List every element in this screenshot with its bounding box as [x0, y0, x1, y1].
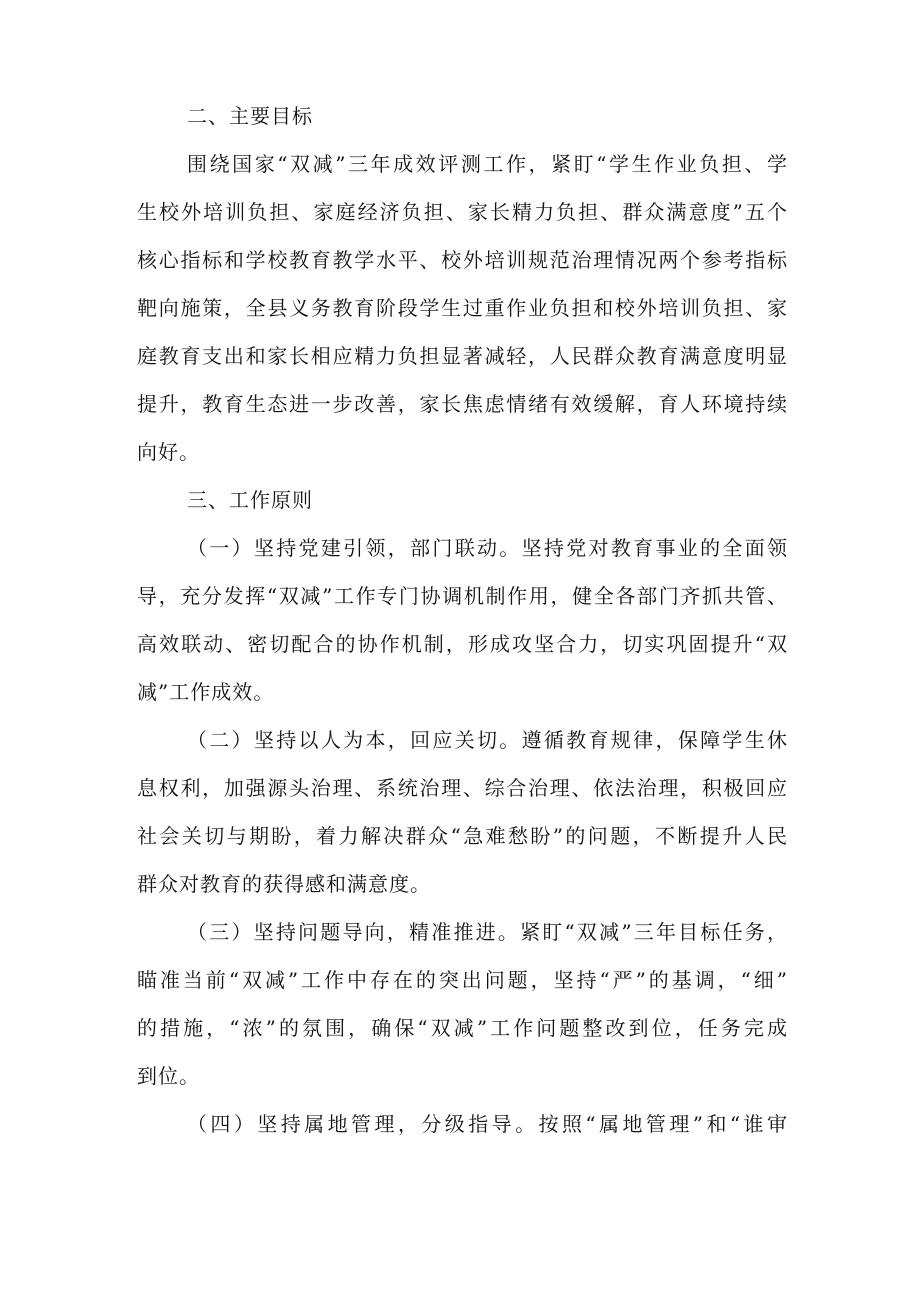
text-line: 社会关切与期盼，着力解决群众“急难愁盼”的问题，不断提升人民	[137, 824, 788, 848]
document-body	[137, 92, 788, 1148]
text-line: 高效联动、密切配合的协作机制，形成攻坚合力，切实巩固提升“双	[137, 632, 788, 656]
text-line: 减”工作成效。	[137, 680, 275, 704]
paragraph-main-goals	[137, 140, 788, 476]
section-heading-main-goals: 二、主要目标	[187, 104, 313, 128]
text-line: 向好。	[137, 440, 200, 464]
paragraph-principle-4	[137, 1100, 788, 1148]
paragraph-principle-3	[137, 908, 788, 1100]
text-line: 导，充分发挥“双减”工作专门协调机制作用，健全各部门齐抓共管、	[137, 584, 788, 608]
text-line: 的措施，“浓”的氛围，确保“双减”工作问题整改到位，任务完成	[137, 1016, 788, 1040]
text-line: （四）坚持属地管理，分级指导。按照“属地管理”和“谁审	[187, 1112, 788, 1136]
text-line: （三）坚持问题导向，精准推进。紧盯“双减”三年目标任务，	[187, 920, 788, 944]
section-heading-work-principles: 三、工作原则	[187, 488, 313, 512]
text-line: 围绕国家“双减”三年成效评测工作，紧盯“学生作业负担、学	[187, 152, 788, 176]
text-line: 提升，教育生态进一步改善，家长焦虑情绪有效缓解，育人环境持续	[137, 392, 788, 416]
text-line: （一）坚持党建引领，部门联动。坚持党对教育事业的全面领	[187, 536, 788, 560]
text-line: 靶向施策，全县义务教育阶段学生过重作业负担和校外培训负担、家	[137, 296, 788, 320]
text-line: 瞄准当前“双减”工作中存在的突出问题，坚持“严”的基调，“细”	[137, 968, 788, 992]
text-line: 生校外培训负担、家庭经济负担、家长精力负担、群众满意度”五个	[137, 200, 788, 224]
text-line: 庭教育支出和家长相应精力负担显著减轻，人民群众教育满意度明显	[137, 344, 788, 368]
text-line: 到位。	[137, 1064, 200, 1088]
text-line: （二）坚持以人为本，回应关切。遵循教育规律，保障学生休	[187, 728, 788, 752]
paragraph-principle-1	[137, 524, 788, 716]
paragraph-principle-2	[137, 716, 788, 908]
text-line: 息权利，加强源头治理、系统治理、综合治理、依法治理，积极回应	[137, 776, 788, 800]
text-line: 核心指标和学校教育教学水平、校外培训规范治理情况两个参考指标	[137, 248, 788, 272]
text-line: 群众对教育的获得感和满意度。	[137, 872, 431, 896]
